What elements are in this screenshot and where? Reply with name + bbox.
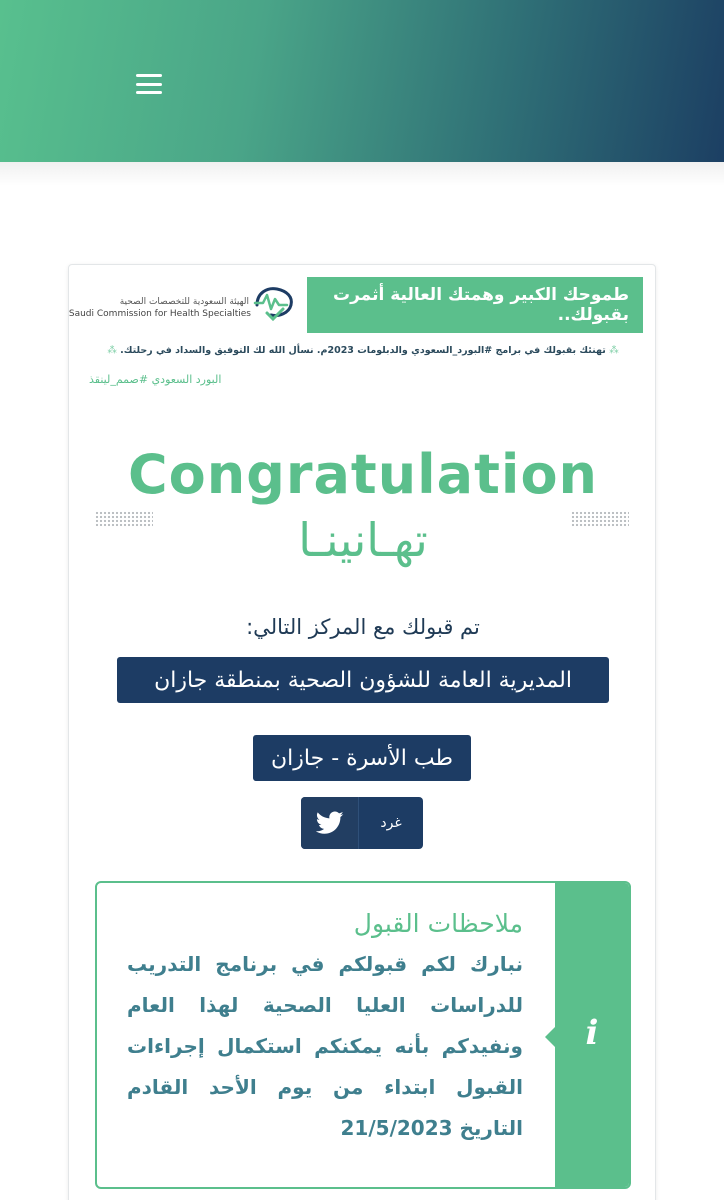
hamburger-menu-icon[interactable] [134,72,164,96]
notes-text: نبارك لكم قبولكم في برنامج التدريب للدراسات العليا الصحية لهذا العام ونفيدكم بأنه يمكنكم استكمال إجراءات القبول ابتداء من يوم الأحد القادم التاريخ 21/5/2023 [127,952,523,1140]
tagline-text: تهنئك بقبولك في برامج #البورد_السعودي والدبلومات 2023م. نسأل الله لك التوفيق والسداد في رحلتك. [120,345,606,356]
twitter-bird-icon [301,797,359,849]
notes-body [127,909,523,1149]
acceptance-notes-box [95,881,631,1189]
header-shadow [0,162,724,186]
congratulation-title-ar: تهـانينـا [298,513,428,567]
congrats-tagline [77,345,649,356]
training-center-badge [117,657,609,703]
notes-side-panel [555,883,629,1187]
tweet-label: غرد [380,815,402,831]
scfhs-logo [68,283,297,329]
specialty-badge [253,735,471,781]
hashtag-text: البورد السعودي #صمم_لينقذ [89,373,222,386]
info-icon: i [585,1013,599,1053]
sparkle-icon: ⁂ [107,345,117,356]
training-center-name: المديرية العامة للشؤون الصحية بمنطقة جازان [154,667,572,693]
tweet-button[interactable] [301,797,423,849]
notes-title: ملاحظات القبول [353,909,523,938]
scfhs-emblem-icon [253,283,297,323]
banner-text: طموحك الكبير وهمتك العالية أثمرت بقبولك.. [333,285,629,325]
specialty-name: طب الأسرة - جازان [271,745,453,771]
logo-name-en: Saudi Commission for Health Specialties [68,309,251,319]
congratulation-title-en: Congratulation [128,443,598,506]
sparkle-icon: ⁂ [609,345,619,356]
acceptance-card [68,264,656,1200]
notes-pointer [545,1027,555,1047]
accepted-label: تم قبولك مع المركز التالي: [246,615,480,639]
logo-name-ar: الهيئة السعودية للتخصصات الصحية [119,297,249,307]
ambition-banner [307,277,643,333]
top-header [0,0,724,162]
